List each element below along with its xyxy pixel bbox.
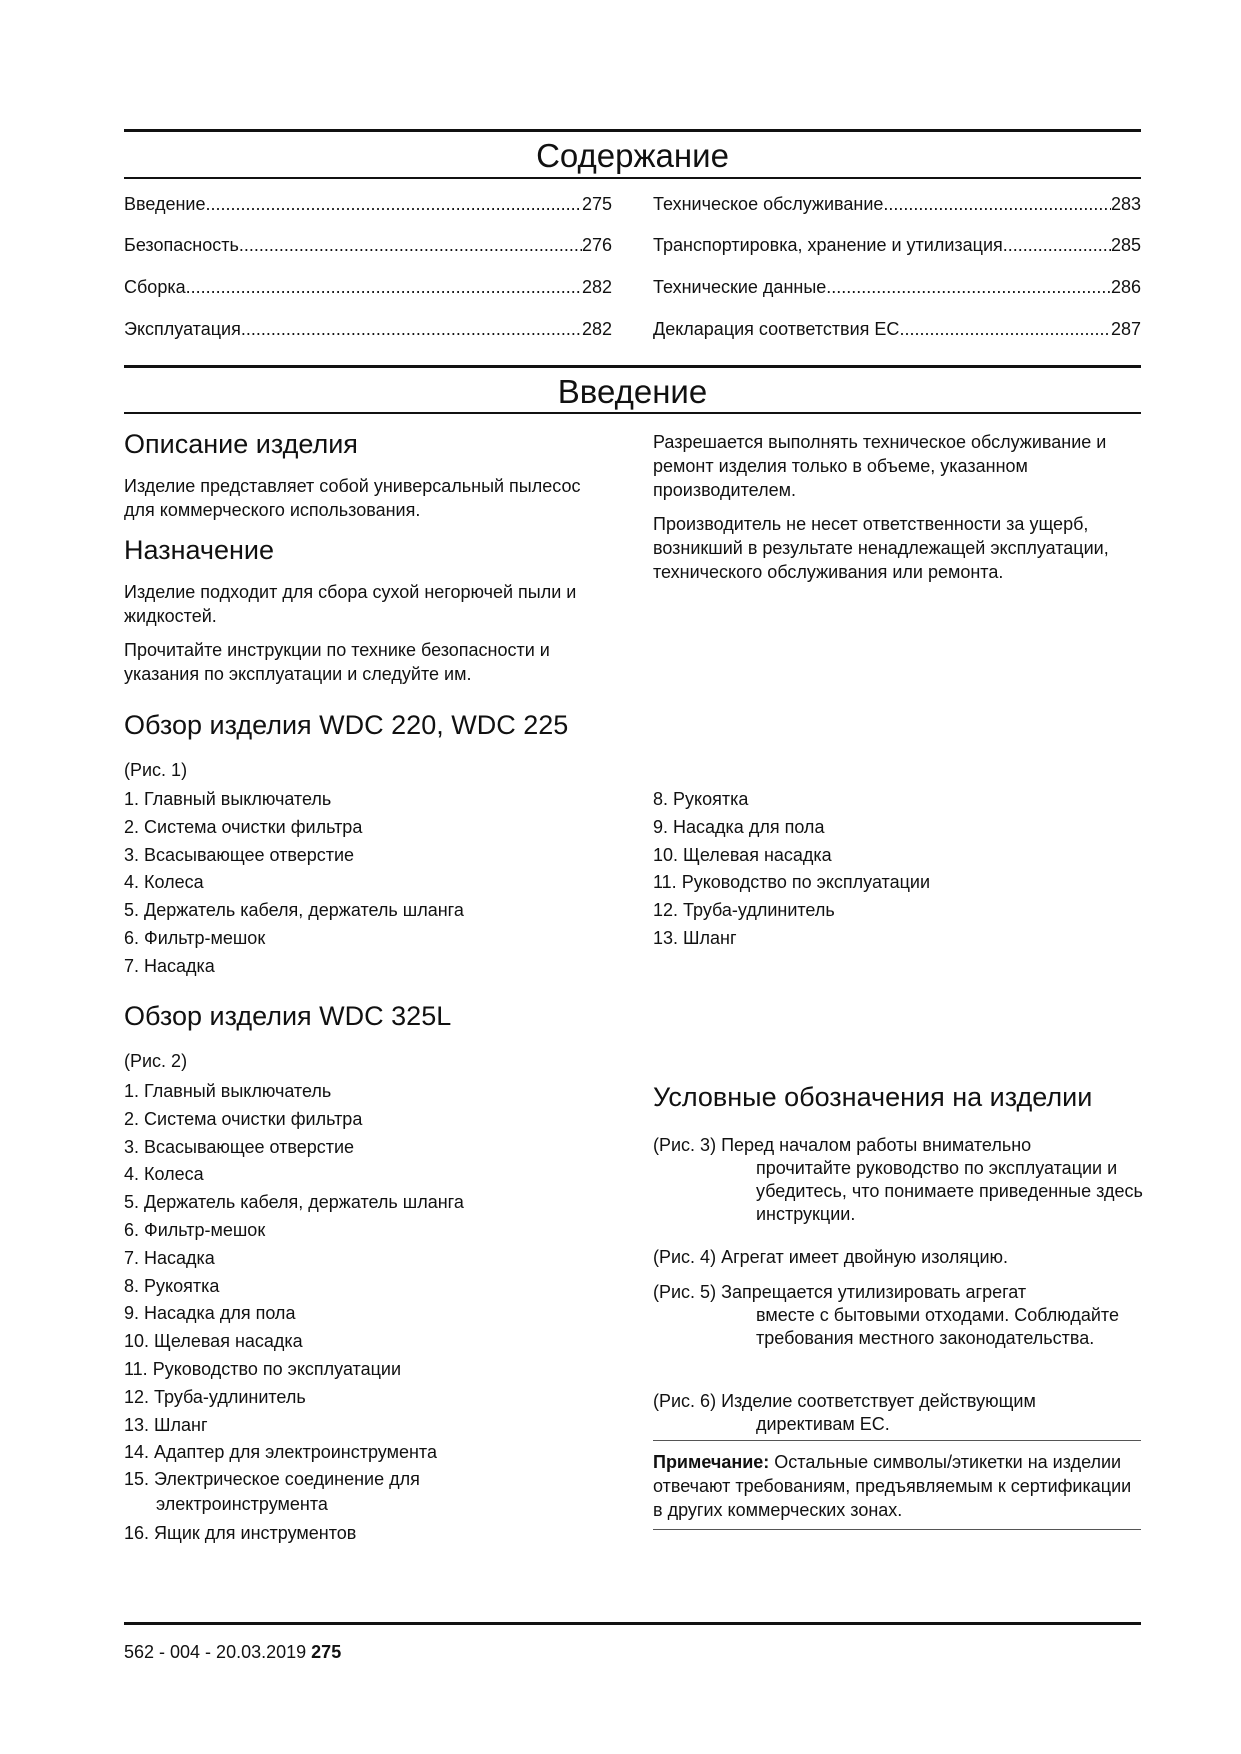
symbol-fig-ref: (Рис. 3) — [653, 1135, 717, 1155]
toc-entry-page: 276 — [581, 235, 612, 255]
purpose-heading: Назначение — [124, 535, 275, 565]
symbol-item — [653, 1281, 1143, 1350]
list-item: 1. Главный выключатель — [124, 1081, 332, 1101]
list-item: 5. Держатель кабеля, держатель шланга — [124, 900, 464, 921]
liability-text: Производитель не несет ответственности за ущерб, возникший в результате ненадлежащей эксплуатации, технического обслуживания или ремонта. — [653, 514, 1109, 582]
list-item: 12. Труба-удлинитель — [124, 1386, 306, 1407]
list-item: 7. Насадка — [124, 955, 215, 976]
list-item: 8. Рукоятка — [124, 1275, 220, 1296]
toc-entry[interactable] — [653, 193, 1141, 215]
symbol-item — [653, 1246, 1143, 1269]
toc-title: Содержание — [536, 137, 729, 174]
page-number: 275 — [311, 1642, 342, 1662]
toc-entry-title: Техническое обслуживание — [653, 194, 884, 214]
toc-entry[interactable] — [653, 276, 1141, 298]
list-item: 1. Главный выключатель — [124, 789, 332, 809]
note-top-rule — [653, 1440, 1141, 1441]
note — [653, 1450, 1141, 1522]
toc-entry-title: Транспортировка, хранение и утилизация — [653, 235, 1003, 255]
symbol-text-rest: вместе с бытовыми отходами. Соблюдайте требования местного законодательства. — [756, 1305, 1119, 1348]
list-item: 11. Руководство по эксплуатации — [124, 1358, 402, 1379]
overview2-list — [124, 1078, 504, 1548]
list-item: 7. Насадка — [124, 1247, 215, 1268]
overview1-heading: Обзор изделия WDC 220, WDC 225 — [124, 710, 569, 740]
toc-entry-page: 286 — [1110, 277, 1141, 297]
list-item: 13. Шланг — [124, 1414, 208, 1435]
toc-title-rule — [124, 177, 1141, 179]
maintenance-text: Разрешается выполнять техническое обслуживание и ремонт изделия только в объеме, указанном производителем. — [653, 432, 1107, 500]
symbol-fig-ref: (Рис. 4) — [653, 1247, 717, 1267]
list-item: 10. Щелевая насадка — [653, 844, 832, 865]
list-item: 2. Система очистки фильтра — [124, 1108, 363, 1129]
list-item: 6. Фильтр-мешок — [124, 1219, 266, 1240]
symbol-fig-ref: (Рис. 6) — [653, 1391, 717, 1411]
purpose-text-2: Прочитайте инструкции по технике безопасности и указания по эксплуатации и следуйте им. — [124, 640, 550, 684]
symbol-text-rest: прочитайте руководство по эксплуатации и убедитесь, что понимаете приведенные здесь инструкции. — [756, 1158, 1143, 1224]
toc-entry[interactable] — [653, 234, 1141, 256]
symbol-text-first: Агрегат имеет двойную изоляцию. — [721, 1247, 1009, 1267]
list-item: 4. Колеса — [124, 872, 204, 893]
footer-rule — [124, 1622, 1141, 1625]
list-item: 13. Шланг — [653, 927, 737, 948]
intro-top-rule — [124, 365, 1141, 368]
toc-entry-title: Декларация соответствия ЕС — [653, 319, 900, 339]
overview2-fig-ref: (Рис. 2) — [124, 1051, 188, 1071]
list-item: 3. Всасывающее отверстие — [124, 844, 355, 865]
list-item: 9. Насадка для пола — [124, 1303, 296, 1324]
toc-top-rule — [124, 129, 1141, 132]
symbol-text-first: Запрещается утилизировать агрегат — [721, 1282, 1027, 1302]
list-item: 11. Руководство по эксплуатации — [653, 872, 931, 893]
list-item: 4. Колеса — [124, 1164, 204, 1185]
symbol-text-rest: директивам ЕС. — [756, 1414, 890, 1434]
list-item: 8. Рукоятка — [653, 789, 749, 809]
list-item: 15. Электрическое соединение для электроинструмента — [124, 1469, 420, 1515]
toc-entry-title: Введение — [124, 194, 206, 214]
note-text: Остальные символы/этикетки на изделии отвечают требованиям, предъявляемым к сертификации в других коммерческих зонах. — [653, 1452, 1132, 1520]
toc-entry-title: Технические данные — [653, 277, 827, 297]
toc-entry-page: 283 — [1110, 194, 1141, 214]
symbol-text-first: Изделие соответствует действующим — [721, 1391, 1036, 1411]
toc-entry-page: 285 — [1110, 235, 1141, 255]
symbol-text-first: Перед началом работы внимательно — [721, 1135, 1032, 1155]
overview1-list-right — [653, 786, 930, 953]
note-label: Примечание: — [653, 1452, 770, 1472]
list-item: 14. Адаптер для электроинструмента — [124, 1442, 437, 1463]
overview1-fig-ref: (Рис. 1) — [124, 760, 188, 780]
footer — [124, 1641, 341, 1663]
toc-entry[interactable] — [653, 318, 1141, 340]
description-heading: Описание изделия — [124, 429, 358, 459]
toc-entry[interactable] — [124, 276, 612, 298]
list-item: 5. Держатель кабеля, держатель шланга — [124, 1192, 464, 1213]
list-item: 9. Насадка для пола — [653, 816, 825, 837]
toc-entry-page: 275 — [581, 194, 612, 214]
list-item: 3. Всасывающее отверстие — [124, 1136, 355, 1157]
symbol-fig-ref: (Рис. 5) — [653, 1282, 717, 1302]
list-item: 12. Труба-удлинитель — [653, 900, 835, 921]
toc-entry[interactable] — [124, 193, 612, 215]
intro-title-rule — [124, 412, 1141, 414]
intro-title: Введение — [557, 373, 708, 410]
description-text: Изделие представляет собой универсальный пылесос для коммерческого использования. — [124, 476, 581, 520]
overview2-heading: Обзор изделия WDC 325L — [124, 1001, 452, 1031]
overview1-list-left — [124, 786, 464, 981]
toc-entry-title: Эксплуатация — [124, 319, 241, 339]
symbols-heading: Условные обозначения на изделии — [653, 1082, 1093, 1112]
symbol-item — [653, 1134, 1143, 1226]
list-item: 16. Ящик для инструментов — [124, 1523, 357, 1544]
note-bottom-rule — [653, 1529, 1141, 1530]
list-item: 6. Фильтр-мешок — [124, 927, 266, 948]
toc-entry-title: Сборка — [124, 277, 186, 297]
toc-entry[interactable] — [124, 318, 612, 340]
toc-entry-page: 282 — [581, 277, 612, 297]
list-item: 2. Система очистки фильтра — [124, 816, 363, 837]
footer-code: 562 - 004 - 20.03.2019 — [124, 1642, 307, 1662]
toc-entry-title: Безопасность — [124, 235, 239, 255]
list-item: 10. Щелевая насадка — [124, 1331, 303, 1352]
toc-entry-page: 282 — [581, 319, 612, 339]
purpose-text-1: Изделие подходит для сбора сухой негорючей пыли и жидкостей. — [124, 582, 577, 626]
toc-entry[interactable] — [124, 234, 612, 256]
symbol-item — [653, 1390, 1143, 1436]
toc-entry-page: 287 — [1110, 319, 1141, 339]
